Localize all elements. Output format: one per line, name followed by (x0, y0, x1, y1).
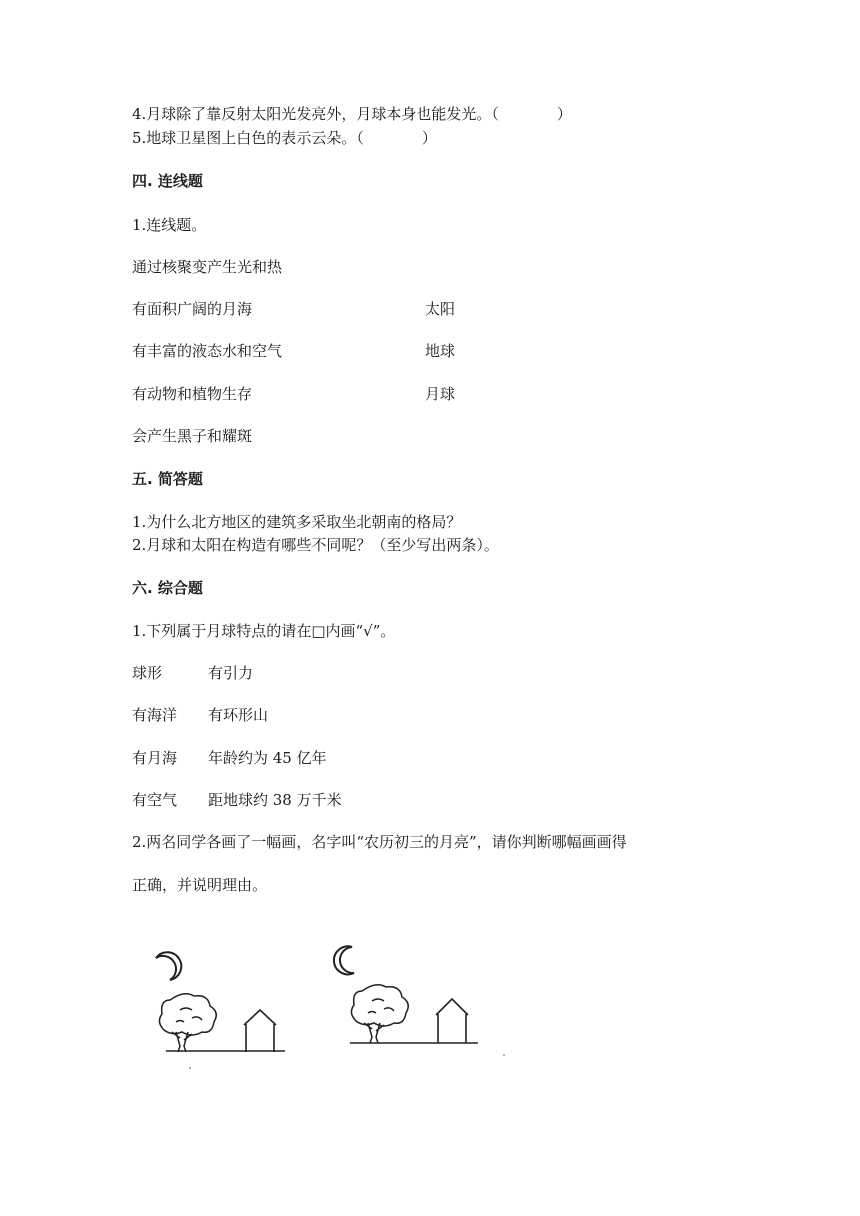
judge-question-5: 5.地球卫星图上白色的表示云朵。（ ） (132, 129, 437, 147)
drawing-picture-1 (132, 940, 302, 1075)
tree-icon (159, 994, 216, 1052)
option-item: 年龄约为 45 亿年 (208, 749, 327, 767)
match-left-item: 通过核聚变产生光和热 (132, 258, 283, 276)
question-text: 2.两名同学各画了一幅画，名字叫“农历初三的月亮”，请你判断哪幅画画得 (132, 833, 627, 851)
crescent-moon-icon (156, 952, 181, 980)
option-item: 球形 (132, 664, 163, 682)
option-item: 距地球约 38 万千米 (208, 791, 342, 809)
question-text: 2.月球和太阳在构造有哪些不同呢？（至少写出两条）。 (132, 536, 499, 554)
question-text: 1.为什么北方地区的建筑多采取坐北朝南的格局？ (132, 513, 462, 531)
option-item: 有海洋 (132, 706, 178, 724)
question-text: 正确，并说明理由。 (132, 876, 268, 894)
question-text: 1.连线题。 (132, 216, 207, 234)
judge-question-4: 4.月球除了靠反射太阳光发亮外，月球本身也能发光。（ ） (132, 105, 572, 123)
match-right-item: 地球 (425, 342, 456, 360)
match-left-item: 有面积广阔的月海 (132, 300, 253, 318)
house-icon (436, 999, 468, 1043)
option-item: 有空气 (132, 791, 178, 809)
match-right-item: 月球 (425, 385, 456, 403)
tree-icon (351, 985, 408, 1043)
option-item: 有月海 (132, 749, 178, 767)
house-icon (244, 1010, 276, 1052)
drawing-picture-2 (322, 935, 522, 1075)
match-left-item: 会产生黑子和耀斑 (132, 427, 253, 445)
crescent-moon-icon (334, 946, 354, 974)
option-item: 有引力 (208, 664, 254, 682)
section-title: 四. 连线题 (132, 172, 203, 190)
match-left-item: 有动物和植物生存 (132, 385, 253, 403)
match-right-item: 太阳 (425, 300, 456, 318)
option-item: 有环形山 (208, 706, 269, 724)
question-text: 1.下列属于月球特点的请在□内画“√”。 (132, 622, 396, 640)
section-title: 六. 综合题 (132, 579, 203, 597)
match-left-item: 有丰富的液态水和空气 (132, 342, 283, 360)
section-title: 五. 简答题 (132, 470, 203, 488)
